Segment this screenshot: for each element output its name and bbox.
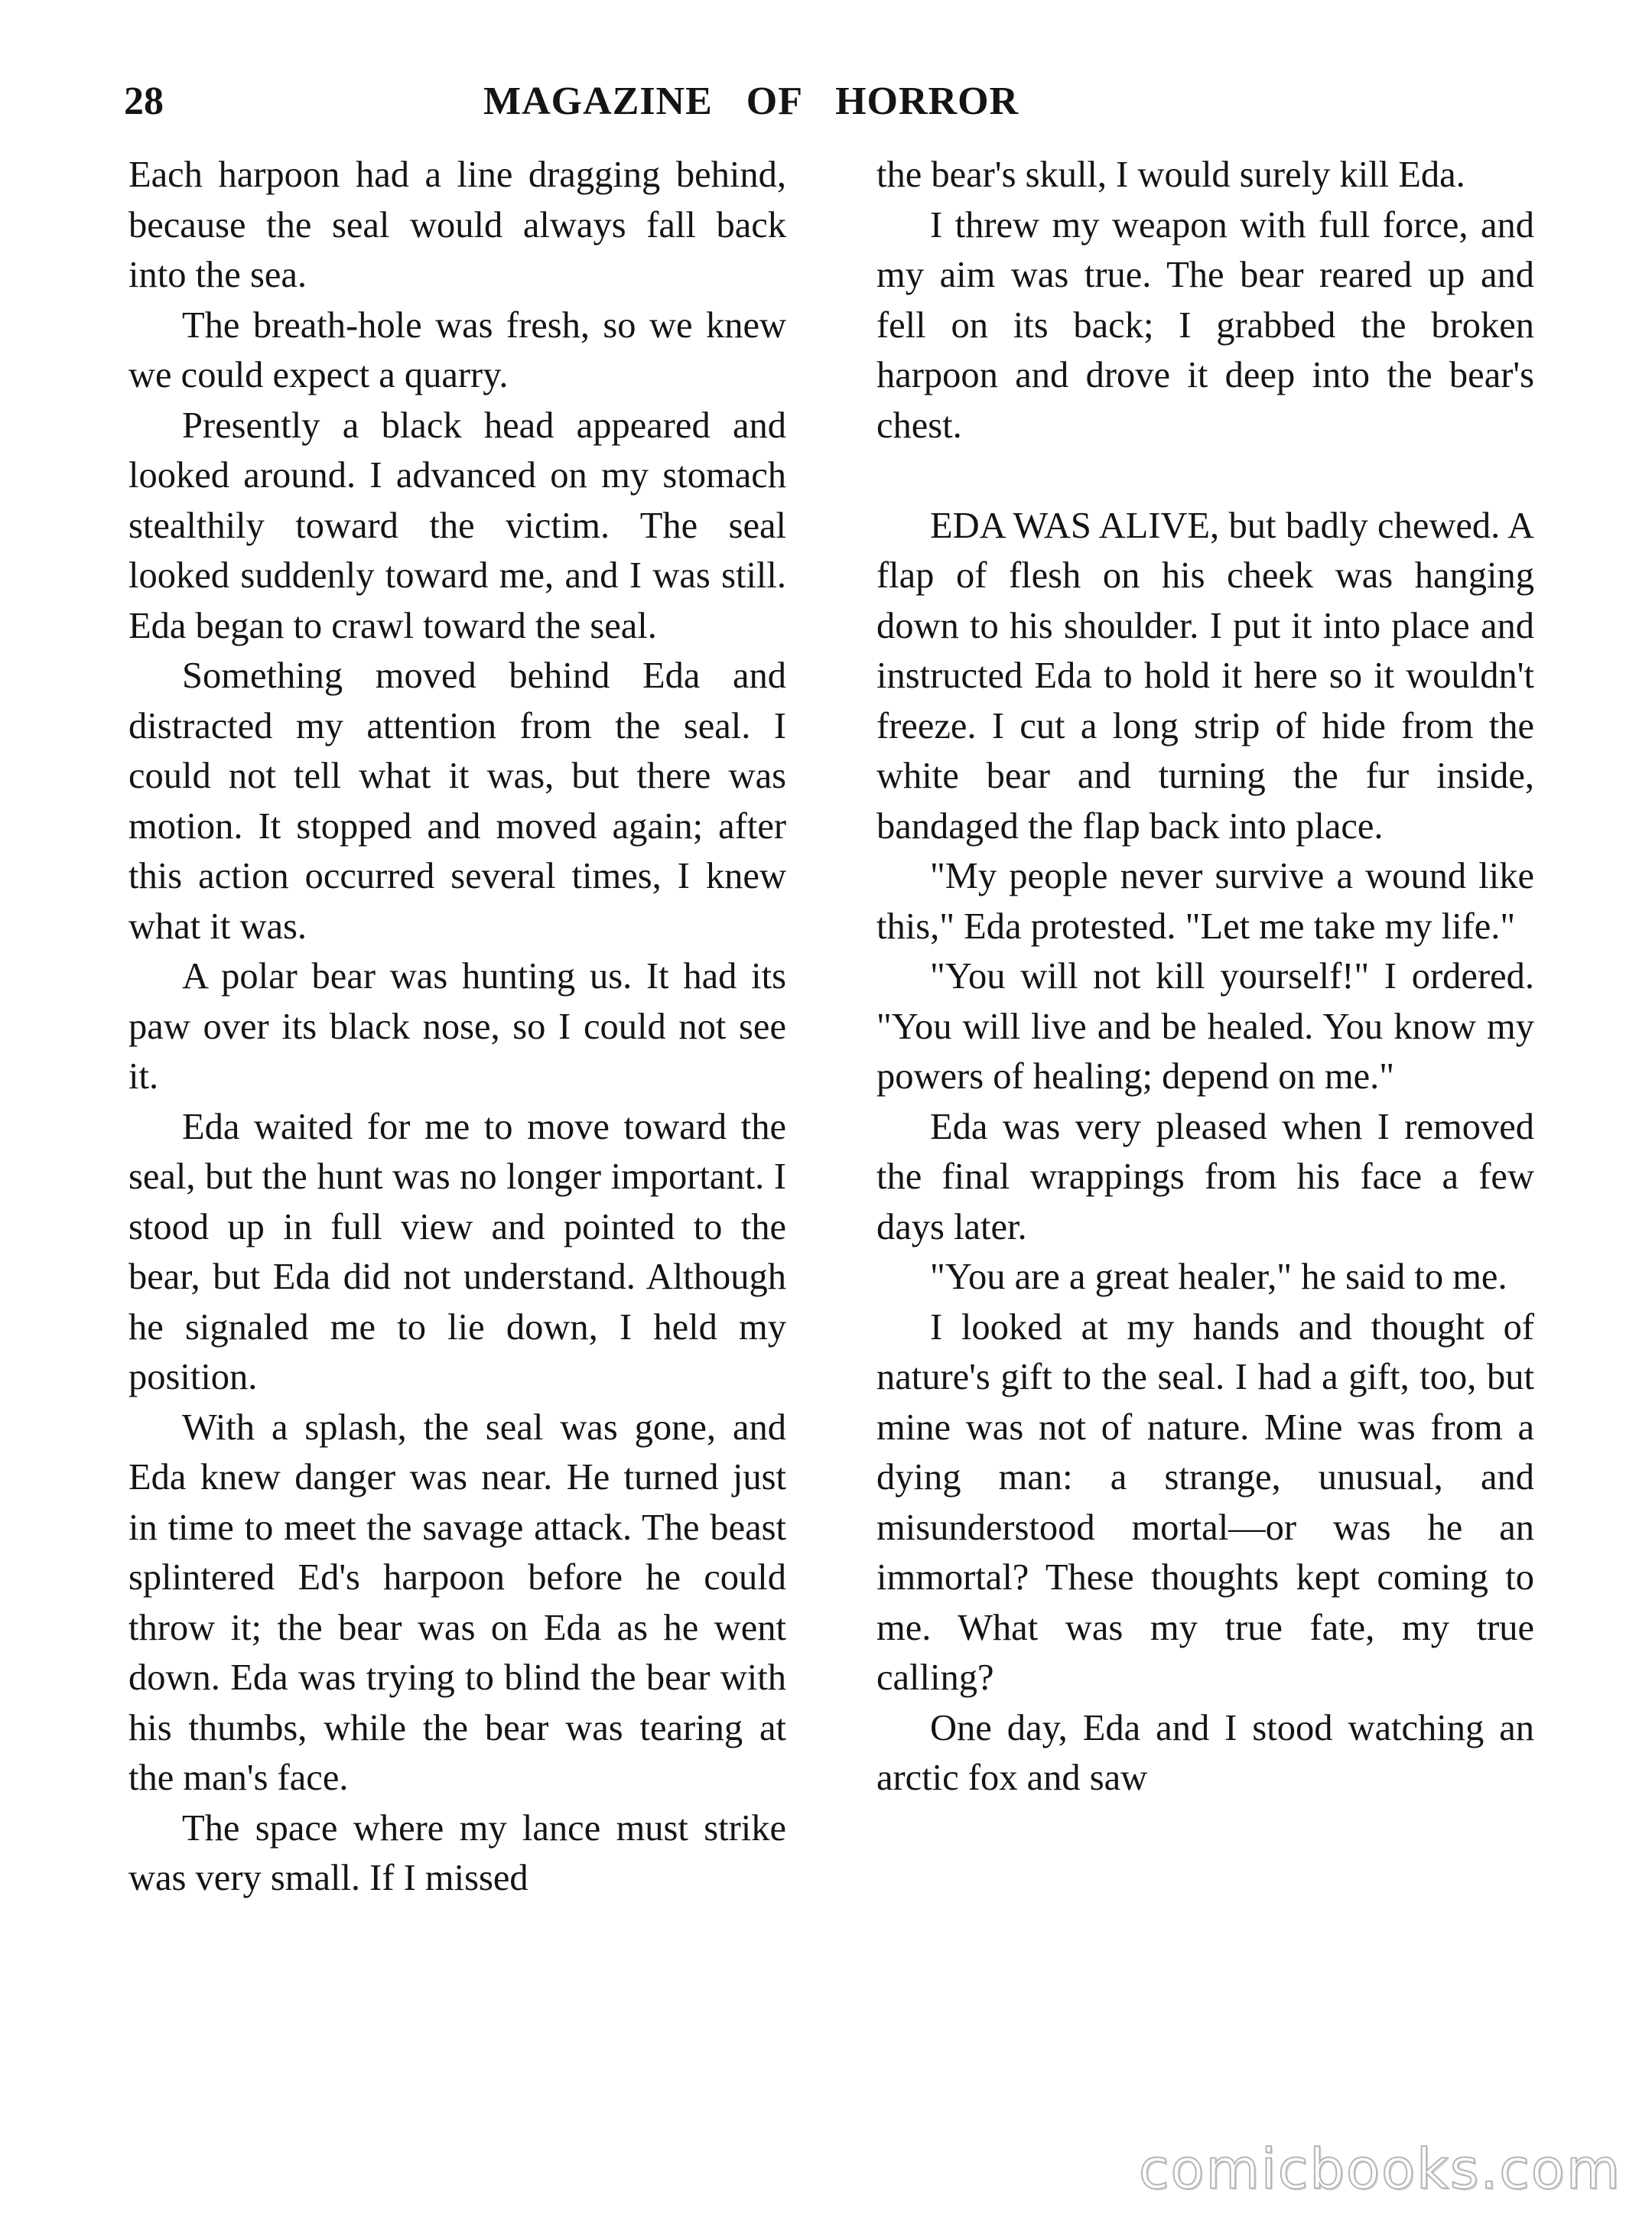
paragraph: "You will not kill yourself!" I ordered. "You will live and be healed. You know my powers of healing; depend on me." bbox=[876, 956, 1534, 1097]
paragraph: With a splash, the seal was gone, and Eda knew danger was near. He turned just in time to meet the savage attack. The beast splintered Ed's harpoon before he could throw it; the bear was on Eda as he went down. Eda was trying to blind the bear with his thumbs, while the bear was tearing at the man's face. bbox=[128, 1407, 786, 1798]
paragraph: The space where my lance must strike was very small. If I missed bbox=[128, 1807, 786, 1898]
right-column bbox=[876, 150, 1534, 1803]
paragraph: I threw my weapon with full force, and my aim was true. The bear reared up and fell on its back; I grabbed the broken harpoon and drove it deep into the bear's chest. bbox=[876, 204, 1534, 446]
section-opening-paragraph: EDA WAS ALIVE, but badly chewed. A flap of flesh on his cheek was hanging down to his shoulder. I put it into place and instructed Eda to hold it here so it wouldn't freeze. I cut a long strip of hide from the white bear and turning the fur inside, bandaged the flap back into place. bbox=[876, 505, 1534, 847]
paragraph: One day, Eda and I stood watching an arctic fox and saw bbox=[876, 1707, 1534, 1798]
paragraph: "My people never survive a wound like this," Eda protested. "Let me take my life." bbox=[876, 856, 1534, 947]
paragraph: The breath-hole was fresh, so we knew we could expect a quarry. bbox=[128, 304, 786, 395]
paragraph: I looked at my hands and thought of nature's gift to the seal. I had a gift, too, but mine was not of nature. Mine was from a dying man: a strange, unusual, and misunderstood mortal—or was he an immortal? These thoughts kept coming to me. What was my true fate, my true calling? bbox=[876, 1306, 1534, 1698]
watermark: comicbooks.com bbox=[1138, 2137, 1621, 2201]
page-header bbox=[124, 75, 1562, 128]
paragraph: Presently a black head appeared and looked around. I advanced on my stomach stealthily toward the victim. The seal looked suddenly toward me, and I was still. Eda began to crawl toward the seal. bbox=[128, 405, 786, 646]
paragraph: Something moved behind Eda and distracted my attention from the seal. I could not tell what it was, but there was motion. It stopped and moved again; after this action occurred several times, I knew what it was. bbox=[128, 655, 786, 947]
page-number: 28 bbox=[124, 80, 164, 123]
paragraph: Eda waited for me to move toward the seal, but the hunt was no longer important. I stood up in full view and pointed to the bear, but Eda did not understand. Although he signaled me to lie down, I held my position. bbox=[128, 1106, 786, 1397]
paragraph: the bear's skull, I would surely kill Eda. bbox=[876, 154, 1465, 195]
paragraph: "You are a great healer," he said to me. bbox=[930, 1257, 1507, 1297]
left-column bbox=[128, 150, 786, 1904]
paragraph: Eda was very pleased when I removed the final wrappings from his face a few days later. bbox=[876, 1106, 1534, 1247]
paragraph: Each harpoon had a line dragging behind, because the seal would always fall back into the sea. bbox=[128, 154, 786, 295]
magazine-title: MAGAZINE OF HORROR bbox=[483, 80, 1019, 123]
paragraph: A polar bear was hunting us. It had its paw over its black nose, so I could not see it. bbox=[128, 956, 786, 1097]
